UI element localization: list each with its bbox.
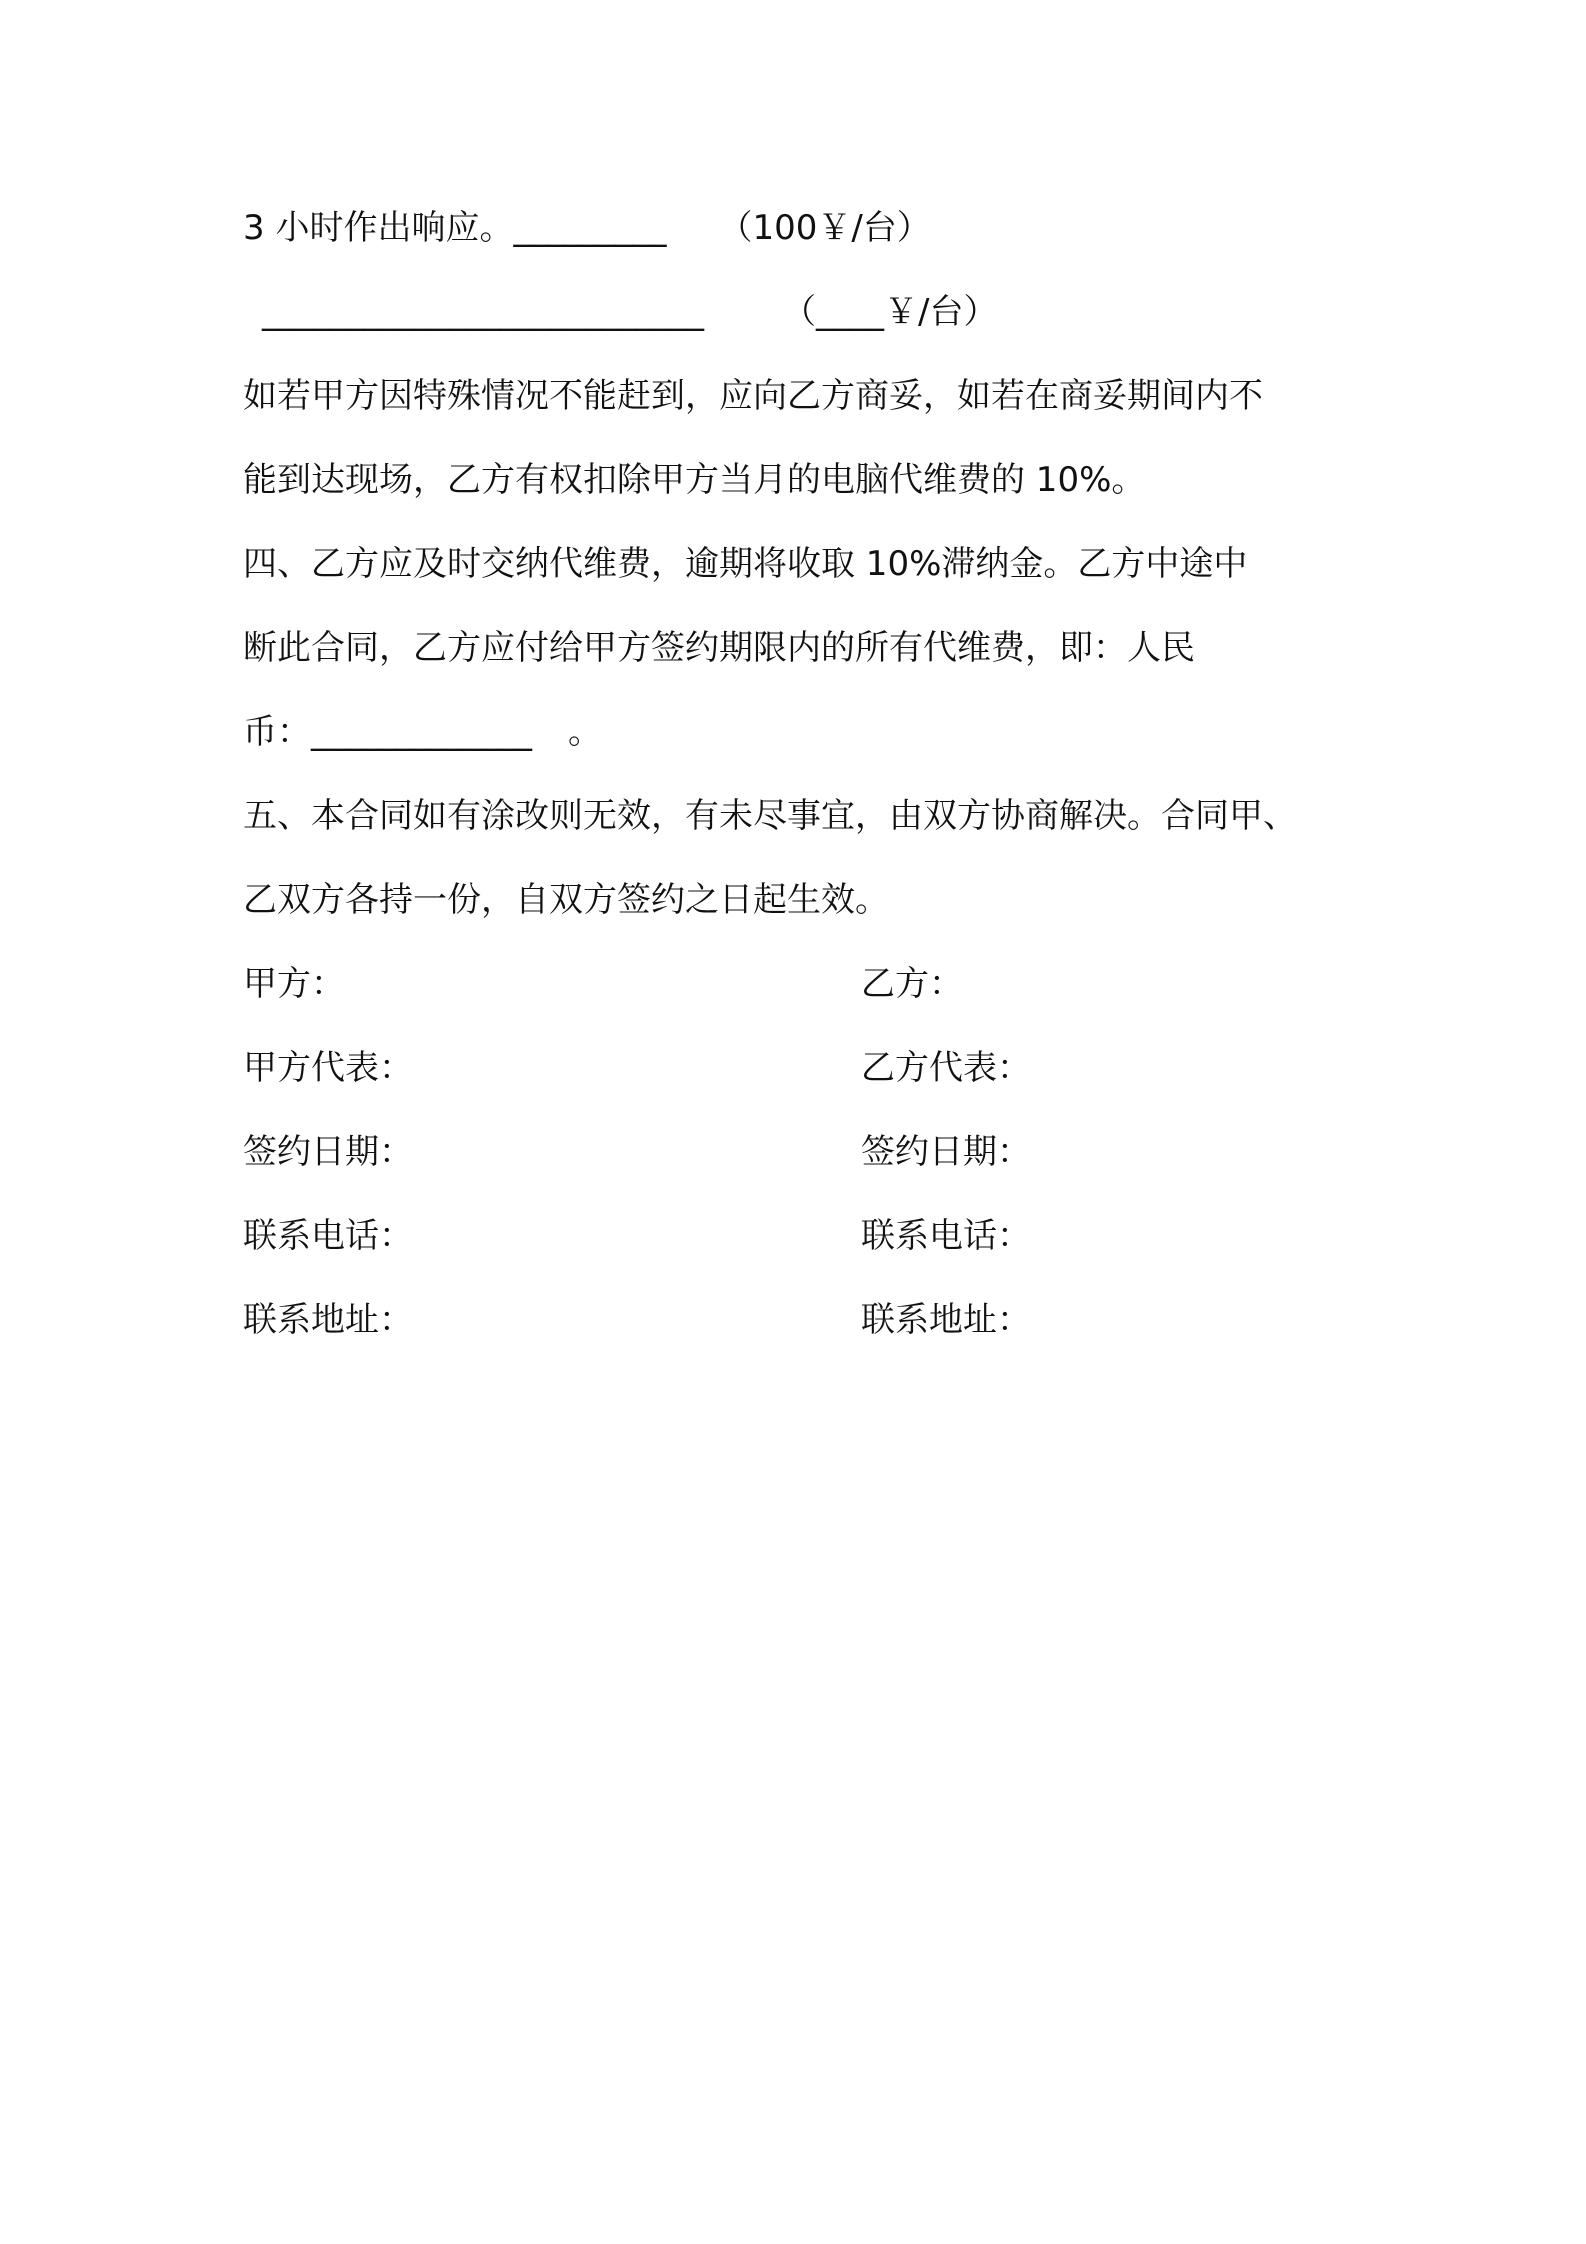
signature-row-representative bbox=[243, 1048, 1363, 1088]
signature-row-date bbox=[243, 1132, 1363, 1172]
party-a-representative-label: 甲方代表： bbox=[243, 1048, 413, 1088]
blank-item-field: __________________________ bbox=[262, 292, 704, 332]
party-a-sign-date-label: 签约日期： bbox=[243, 1132, 413, 1172]
sentence-end-mark: 。 bbox=[568, 712, 602, 752]
response-price-100: （100￥/台） bbox=[718, 208, 931, 248]
rmb-amount-field: 币：_____________ bbox=[243, 712, 532, 752]
clause-five-line: 五、本合同如有涂改则无效，有未尽事宜，由双方协商解决。合同甲、 bbox=[243, 796, 1297, 836]
paragraph-line: 能到达现场，乙方有权扣除甲方当月的电脑代维费的 10%。 bbox=[243, 460, 1146, 500]
clause-five-line: 乙双方各持一份，自双方签约之日起生效。 bbox=[243, 880, 889, 920]
paragraph-line-blank-price bbox=[262, 292, 1382, 332]
party-a-phone-label: 联系电话： bbox=[243, 1216, 413, 1256]
paragraph-line-response-time bbox=[243, 208, 1363, 248]
signature-row-address bbox=[243, 1300, 1363, 1340]
signature-row-party bbox=[243, 964, 1363, 1004]
clause-four-amount-line bbox=[243, 712, 1363, 752]
clause-four-line: 断此合同，乙方应付给甲方签约期限内的所有代维费，即：人民 bbox=[243, 628, 1195, 668]
clause-four-line: 四、乙方应及时交纳代维费，逾期将收取 10%滞纳金。乙方中途中 bbox=[243, 544, 1248, 584]
party-a-address-label: 联系地址： bbox=[243, 1300, 413, 1340]
party-b-phone-label: 联系电话： bbox=[861, 1216, 1031, 1256]
blank-price-field: （____￥/台） bbox=[782, 292, 998, 332]
signature-row-phone bbox=[243, 1216, 1363, 1256]
party-b-address-label: 联系地址： bbox=[861, 1300, 1031, 1340]
paragraph-line: 如若甲方因特殊情况不能赶到，应向乙方商妥，如若在商妥期间内不 bbox=[243, 376, 1263, 416]
party-b-representative-label: 乙方代表： bbox=[861, 1048, 1031, 1088]
party-a-label: 甲方： bbox=[243, 964, 345, 1004]
response-time-text: 3 小时作出响应。_________ bbox=[243, 208, 667, 248]
party-b-label: 乙方： bbox=[861, 964, 963, 1004]
party-b-sign-date-label: 签约日期： bbox=[861, 1132, 1031, 1172]
